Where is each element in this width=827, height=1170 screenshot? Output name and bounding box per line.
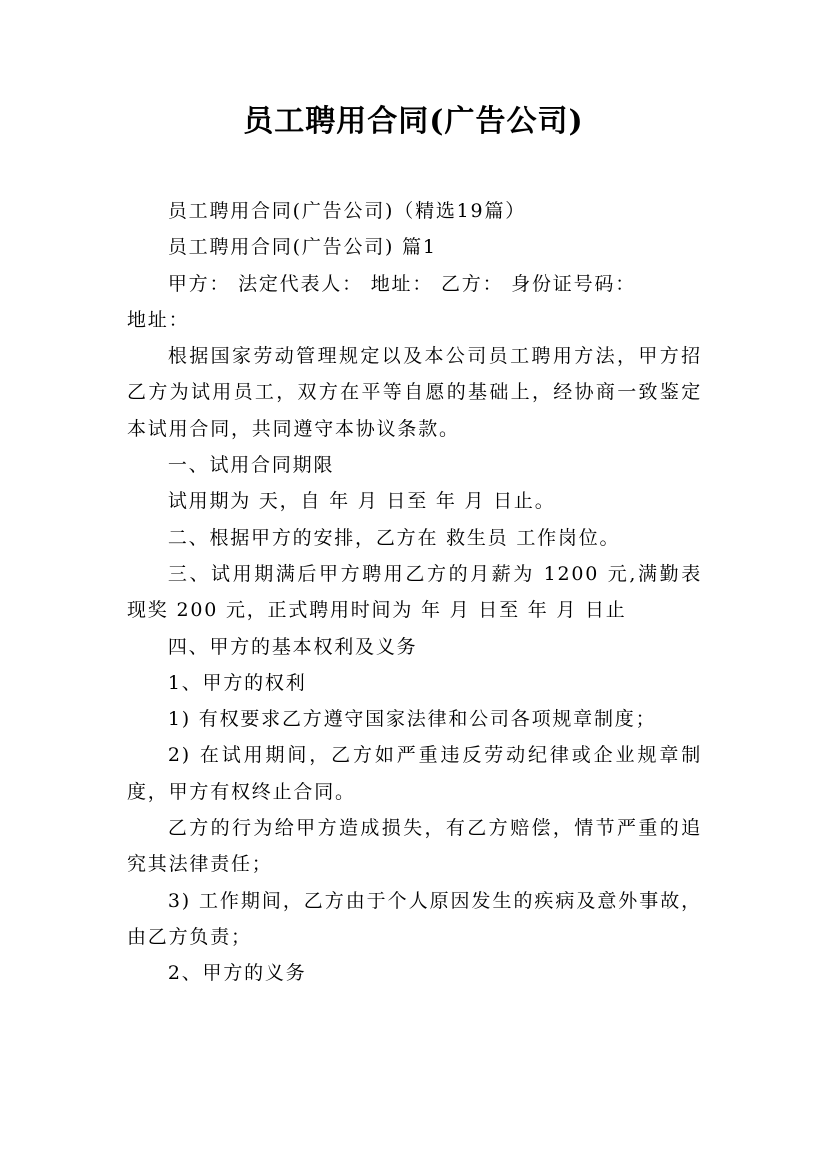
paragraph: 2、甲方的义务	[167, 962, 307, 985]
paragraph: 一、试用合同期限	[167, 454, 335, 477]
paragraph: 二、根据甲方的安排，乙方在 救生员 工作岗位。	[167, 526, 621, 549]
paragraph: 员工聘用合同(广告公司) 篇1	[167, 236, 437, 259]
paragraph: 根据国家劳动管理规定以及本公司员工聘用方法，甲方招乙方为试用员工，双方在平等自愿的基础上，经协商一致鉴定本试用合同，共同遵守本协议条款。	[127, 345, 702, 440]
paragraph: 甲方： 法定代表人： 地址： 乙方： 身份证号码：	[167, 272, 637, 295]
document-title: 员工聘用合同(广告公司)	[243, 104, 584, 139]
paragraph: 乙方的行为给甲方造成损失，有乙方赔偿，情节严重的追究其法律责任；	[127, 817, 702, 876]
paragraph: 1) 有权要求乙方遵守国家法律和公司各项规章制度；	[167, 708, 657, 731]
paragraph: 三、试用期满后甲方聘用乙方的月薪为 1200 元,满勤表现奖 200 元，正式聘用时间为 年 月 日至 年 月 日止	[127, 562, 702, 622]
paragraph: 试用期为 天，自 年 月 日至 年 月 日止。	[167, 490, 556, 513]
paragraph: 3) 工作期间，乙方由于个人原因发生的疾病及意外事故，由乙方负责；	[127, 889, 702, 948]
paragraph: 2) 在试用期间，乙方如严重违反劳动纪律或企业规章制度，甲方有权终止合同。	[127, 744, 702, 803]
paragraph: 员工聘用合同(广告公司)（精选19篇）	[167, 200, 527, 222]
paragraph: 1、甲方的权利	[167, 671, 307, 694]
paragraph: 四、甲方的基本权利及义务	[167, 635, 418, 658]
document-body	[127, 193, 702, 992]
paragraph: 地址：	[127, 308, 190, 331]
